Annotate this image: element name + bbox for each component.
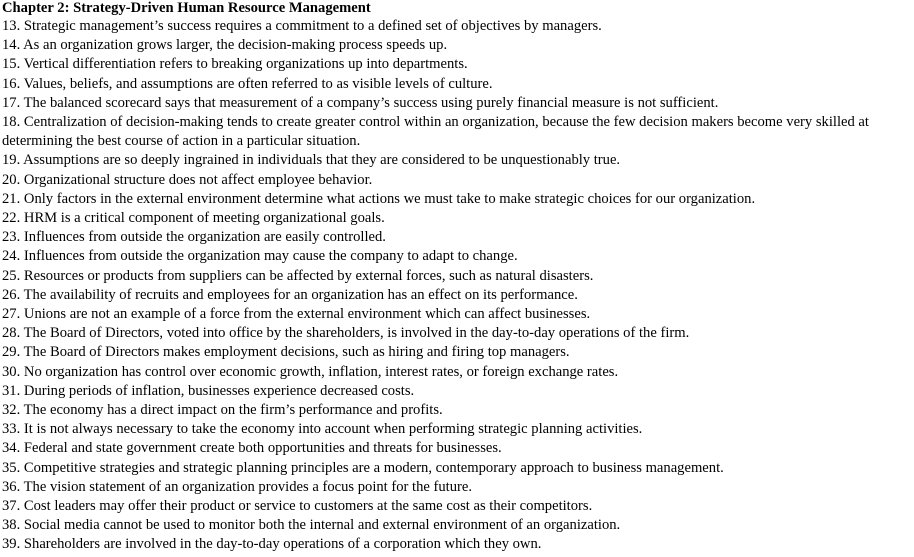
question-number: 15. xyxy=(2,56,21,73)
question-text: It is not always necessary to take the economy into account when performing strategic planning activities. xyxy=(23,421,643,438)
question-number: 19. xyxy=(2,152,21,169)
question-item xyxy=(2,305,910,324)
question-text: Shareholders are involved in the day-to-day operations of a corporation which they own. xyxy=(23,536,542,553)
question-text: Influences from outside the organization are easily controlled. xyxy=(23,229,386,246)
question-text: Only factors in the external environment determine what actions we must take to make strategic choices for our organization. xyxy=(23,190,756,207)
question-list xyxy=(2,17,910,555)
question-item xyxy=(2,55,910,74)
question-number: 14. xyxy=(2,37,21,54)
question-item xyxy=(2,267,910,286)
question-text: Values, beliefs, and assumptions are often referred to as visible levels of culture. xyxy=(23,75,493,92)
question-number: 38. xyxy=(2,517,21,534)
question-item xyxy=(2,459,910,478)
question-text: During periods of inflation, businesses experience decreased costs. xyxy=(23,382,415,399)
question-number: 23. xyxy=(2,229,21,246)
question-number: 18. xyxy=(2,114,21,131)
chapter-title: Chapter 2: Strategy-Driven Human Resource Management xyxy=(2,0,371,16)
question-text: Social media cannot be used to monitor both the internal and external environment of an organization. xyxy=(23,517,621,534)
question-number: 22. xyxy=(2,210,21,227)
question-text: Centralization of decision-making tends to create greater control within an organization, because the few decision makers become very skilled at determining the best course of action in a particular situation. xyxy=(2,114,869,150)
question-number: 36. xyxy=(2,478,21,495)
question-number: 30. xyxy=(2,363,21,380)
question-item xyxy=(2,171,910,190)
question-text: The economy has a direct impact on the firm’s performance and profits. xyxy=(23,402,443,419)
question-item xyxy=(2,17,910,36)
question-item xyxy=(2,420,910,439)
question-number: 39. xyxy=(2,536,21,553)
question-number: 34. xyxy=(2,440,21,457)
question-number: 31. xyxy=(2,382,21,399)
question-text: Unions are not an example of a force from the external environment which can affect businesses. xyxy=(23,306,591,323)
question-number: 27. xyxy=(2,306,21,323)
question-number: 33. xyxy=(2,421,21,438)
question-number: 17. xyxy=(2,94,21,111)
question-item xyxy=(2,497,910,516)
question-text: The availability of recruits and employees for an organization has an effect on its performance. xyxy=(23,286,578,303)
question-number: 29. xyxy=(2,344,21,361)
question-item xyxy=(2,343,910,362)
question-text: HRM is a critical component of meeting organizational goals. xyxy=(23,210,385,227)
question-text: Resources or products from suppliers can be affected by external forces, such as natural disasters. xyxy=(23,267,594,284)
question-text: Competitive strategies and strategic planning principles are a modern, contemporary approach to business management. xyxy=(23,459,724,476)
question-text: The balanced scorecard says that measurement of a company’s success using purely financial measure is not sufficient. xyxy=(23,94,719,111)
question-text: Influences from outside the organization may cause the company to adapt to change. xyxy=(23,248,518,265)
question-text: Federal and state government create both opportunities and threats for businesses. xyxy=(23,440,502,457)
question-number: 13. xyxy=(2,18,21,34)
question-item xyxy=(2,324,910,343)
question-item xyxy=(2,439,910,458)
question-number: 25. xyxy=(2,267,21,284)
question-item xyxy=(2,286,910,305)
question-number: 21. xyxy=(2,190,21,207)
question-text: No organization has control over economic growth, inflation, interest rates, or foreign exchange rates. xyxy=(23,363,619,380)
question-item xyxy=(2,113,910,151)
question-item xyxy=(2,401,910,420)
question-item xyxy=(2,36,910,55)
question-item xyxy=(2,382,910,401)
question-item xyxy=(2,94,910,113)
question-number: 37. xyxy=(2,498,21,515)
question-item xyxy=(2,151,910,170)
question-item xyxy=(2,363,910,382)
question-item xyxy=(2,535,910,554)
question-number: 16. xyxy=(2,75,21,92)
question-item xyxy=(2,75,910,94)
question-item xyxy=(2,516,910,535)
question-text: Assumptions are so deeply ingrained in individuals that they are considered to be unquestionably true. xyxy=(23,152,621,169)
question-text: Vertical differentiation refers to breaking organizations up into departments. xyxy=(23,56,468,73)
question-number: 20. xyxy=(2,171,21,188)
question-text: As an organization grows larger, the decision-making process speeds up. xyxy=(23,37,448,54)
question-item xyxy=(2,228,910,247)
question-number: 26. xyxy=(2,286,21,303)
question-number: 32. xyxy=(2,402,21,419)
question-text: Organizational structure does not affect employee behavior. xyxy=(23,171,373,188)
question-text: The Board of Directors, voted into office by the shareholders, is involved in the day-to-day operations of the firm. xyxy=(23,325,690,342)
question-item xyxy=(2,209,910,228)
question-text: Strategic management’s success requires a commitment to a defined set of objectives by managers. xyxy=(23,18,602,34)
question-text: The vision statement of an organization provides a focus point for the future. xyxy=(23,478,473,495)
question-number: 28. xyxy=(2,325,21,342)
question-item xyxy=(2,247,910,266)
question-number: 24. xyxy=(2,248,21,265)
question-text: Cost leaders may offer their product or service to customers at the same cost as their competitors. xyxy=(23,498,593,515)
question-text: The Board of Directors makes employment decisions, such as hiring and firing top managers. xyxy=(23,344,570,361)
question-number: 35. xyxy=(2,459,21,476)
question-item xyxy=(2,478,910,497)
question-item xyxy=(2,190,910,209)
